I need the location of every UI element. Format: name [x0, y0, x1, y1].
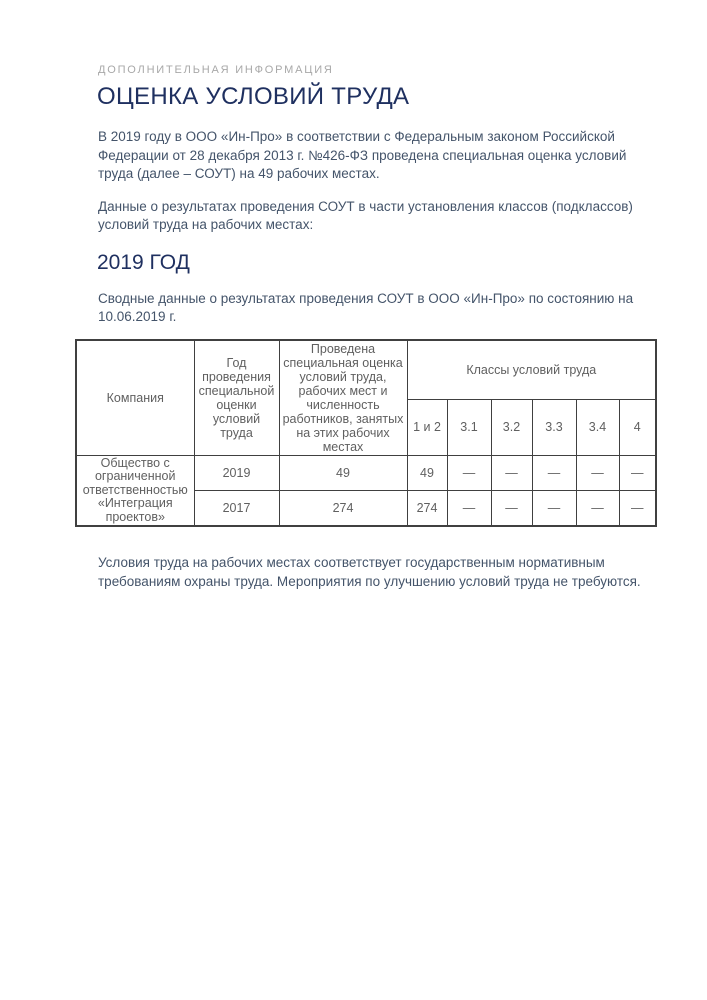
header-company: Компания — [76, 340, 194, 456]
year-section-heading: 2019 ГОД — [97, 250, 190, 274]
class-1-2-cell: 274 — [407, 491, 447, 527]
page-title: ОЦЕНКА УСЛОВИЙ ТРУДА — [97, 83, 410, 110]
class-3-3-cell: — — [532, 491, 576, 527]
summary-paragraph: Сводные данные о результатах проведения СОУТ в ООО «Ин-Про» по состоянию на 10.06.2019 г. — [98, 290, 634, 324]
header-class-3-3: 3.3 — [532, 399, 576, 455]
header-class-1-2: 1 и 2 — [407, 399, 447, 455]
table-row — [76, 455, 656, 491]
class-3-2-cell: — — [491, 491, 532, 527]
class-4-cell: — — [619, 491, 656, 527]
conclusion-paragraph: Условия труда на рабочих местах соответствует государственным нормативным требованиям охраны труда. Мероприятия по улучшению условий труда не требуются. — [98, 555, 641, 589]
company-name-cell: Общество с ограниченной ответственностью «Интеграция проектов» — [76, 455, 194, 526]
workplaces-cell: 274 — [279, 491, 407, 527]
class-3-3-cell: — — [532, 455, 576, 491]
eyebrow-label: ДОПОЛНИТЕЛЬНАЯ ИНФОРМАЦИЯ — [98, 64, 334, 76]
data-note-paragraph: Данные о результатах проведения СОУТ в части установления классов (подклассов) условий труда на рабочих местах: — [98, 198, 633, 232]
header-assessment-year: Год проведения специальной оценки условий труда — [194, 340, 279, 456]
year-cell: 2019 — [194, 455, 279, 491]
header-classes-group: Классы условий труда — [407, 340, 656, 400]
table-header-row-top — [76, 340, 656, 400]
intro-paragraph: В 2019 году в ООО «Ин-Про» в соответствии с Федеральным законом Российской Федерации от 28 декабря 2013 г. №426-ФЗ проведена специальная оценка условий труда (далее – СОУТ) на 49 рабочих местах. — [98, 129, 627, 181]
header-class-3-2: 3.2 — [491, 399, 532, 455]
class-1-2-cell: 49 — [407, 455, 447, 491]
class-4-cell: — — [619, 455, 656, 491]
header-assessment-conducted: Проведена специальная оценка условий труда, рабочих мест и численность работников, занятых на этих рабочих местах — [279, 340, 407, 456]
class-3-4-cell: — — [576, 491, 619, 527]
header-class-3-1: 3.1 — [447, 399, 491, 455]
header-class-3-4: 3.4 — [576, 399, 619, 455]
workplaces-cell: 49 — [279, 455, 407, 491]
class-3-4-cell: — — [576, 455, 619, 491]
header-class-4: 4 — [619, 399, 656, 455]
class-3-1-cell: — — [447, 455, 491, 491]
class-3-2-cell: — — [491, 455, 532, 491]
sout-results-table — [75, 339, 657, 528]
year-cell: 2017 — [194, 491, 279, 527]
class-3-1-cell: — — [447, 491, 491, 527]
